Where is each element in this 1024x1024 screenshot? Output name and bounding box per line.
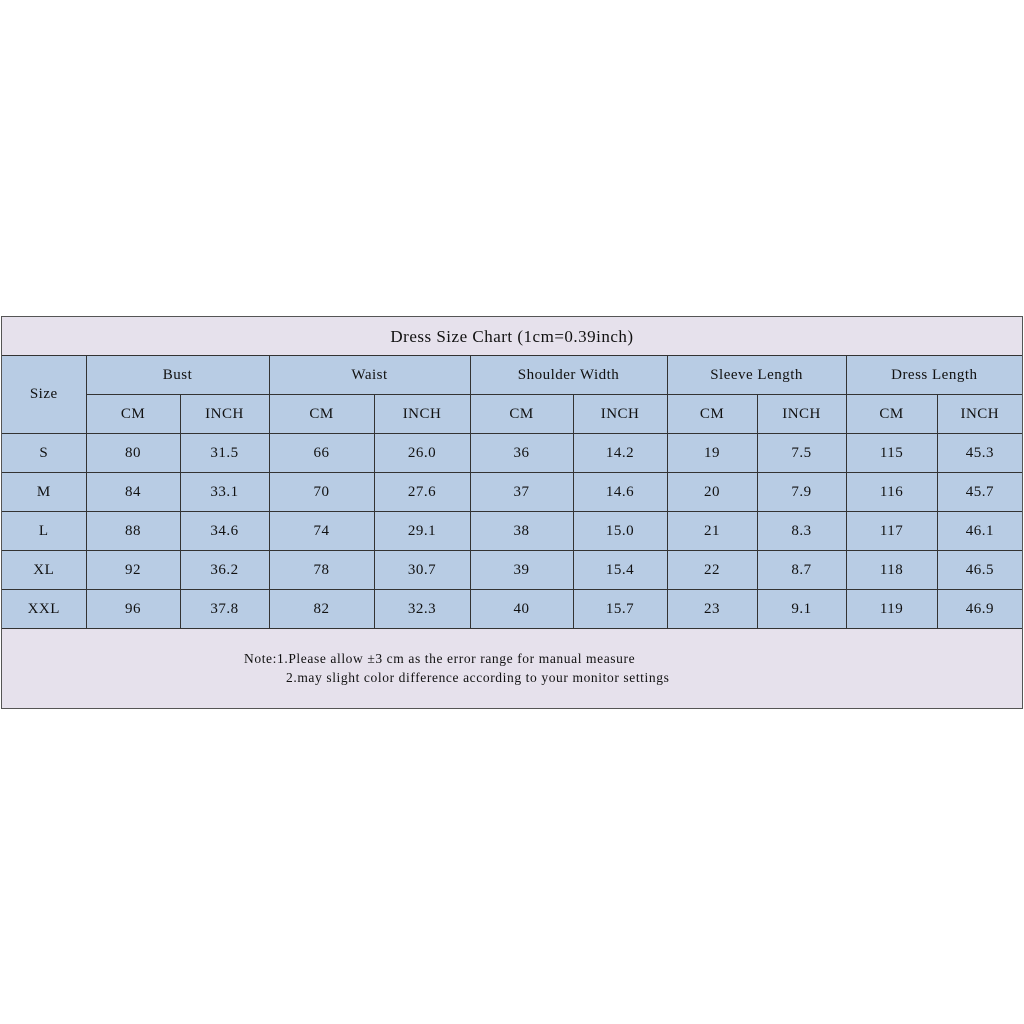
measurement-cell: 7.5 (757, 434, 846, 473)
measurement-cell: 29.1 (374, 512, 470, 551)
unit-header: CM (269, 395, 374, 434)
measurement-cell: 15.4 (573, 551, 667, 590)
measurement-cell: 15.7 (573, 590, 667, 629)
measurement-cell: 15.0 (573, 512, 667, 551)
size-label: XL (2, 551, 86, 590)
measurement-cell: 34.6 (180, 512, 269, 551)
measurement-cell: 9.1 (757, 590, 846, 629)
measurement-cell: 27.6 (374, 473, 470, 512)
measurement-cell: 84 (86, 473, 180, 512)
group-header-waist: Waist (269, 356, 470, 395)
measurement-cell: 78 (269, 551, 374, 590)
table-row (2, 473, 1022, 512)
measurement-cell: 46.1 (937, 512, 1022, 551)
size-column-header: Size (2, 356, 86, 434)
group-header-row (2, 356, 1022, 395)
unit-header: INCH (180, 395, 269, 434)
size-label: XXL (2, 590, 86, 629)
measurement-cell: 31.5 (180, 434, 269, 473)
table-row (2, 551, 1022, 590)
measurement-cell: 26.0 (374, 434, 470, 473)
size-rows (2, 434, 1022, 629)
measurement-cell: 37 (470, 473, 573, 512)
measurement-cell: 8.7 (757, 551, 846, 590)
measurement-cell: 115 (846, 434, 937, 473)
unit-header: CM (667, 395, 757, 434)
size-label: M (2, 473, 86, 512)
measurement-cell: 36 (470, 434, 573, 473)
unit-header: INCH (573, 395, 667, 434)
group-header-bust: Bust (86, 356, 269, 395)
group-header-shoulder-width: Shoulder Width (470, 356, 667, 395)
measurement-cell: 37.8 (180, 590, 269, 629)
measurement-cell: 96 (86, 590, 180, 629)
measurement-cell: 7.9 (757, 473, 846, 512)
measurement-cell: 118 (846, 551, 937, 590)
measurement-cell: 19 (667, 434, 757, 473)
measurement-cell: 23 (667, 590, 757, 629)
measurement-cell: 33.1 (180, 473, 269, 512)
measurement-cell: 116 (846, 473, 937, 512)
table-row (2, 590, 1022, 629)
size-table (2, 356, 1022, 629)
group-header-dress-length: Dress Length (846, 356, 1022, 395)
measurement-cell: 40 (470, 590, 573, 629)
measurement-cell: 45.3 (937, 434, 1022, 473)
note-section (2, 629, 1022, 707)
measurement-cell: 80 (86, 434, 180, 473)
note-line-2: 2.may slight color difference according to your monitor settings (286, 670, 670, 685)
measurement-cell: 30.7 (374, 551, 470, 590)
group-header-sleeve-length: Sleeve Length (667, 356, 846, 395)
measurement-cell: 32.3 (374, 590, 470, 629)
unit-header: CM (470, 395, 573, 434)
measurement-cell: 119 (846, 590, 937, 629)
chart-title: Dress Size Chart (1cm=0.39inch) (2, 317, 1022, 356)
measurement-cell: 46.9 (937, 590, 1022, 629)
size-chart (1, 316, 1023, 709)
measurement-cell: 14.6 (573, 473, 667, 512)
table-row (2, 434, 1022, 473)
unit-header: INCH (937, 395, 1022, 434)
unit-header-row (2, 395, 1022, 434)
table-row (2, 512, 1022, 551)
measurement-cell: 74 (269, 512, 374, 551)
measurement-cell: 36.2 (180, 551, 269, 590)
size-label: L (2, 512, 86, 551)
note-line-1: Note:1.Please allow ±3 cm as the error range for manual measure (244, 651, 636, 666)
measurement-cell: 22 (667, 551, 757, 590)
unit-header: INCH (757, 395, 846, 434)
unit-header: CM (86, 395, 180, 434)
measurement-cell: 21 (667, 512, 757, 551)
measurement-cell: 39 (470, 551, 573, 590)
measurement-cell: 8.3 (757, 512, 846, 551)
measurement-cell: 82 (269, 590, 374, 629)
size-label: S (2, 434, 86, 473)
measurement-cell: 46.5 (937, 551, 1022, 590)
measurement-cell: 70 (269, 473, 374, 512)
measurement-cell: 117 (846, 512, 937, 551)
measurement-cell: 66 (269, 434, 374, 473)
measurement-cell: 38 (470, 512, 573, 551)
measurement-cell: 88 (86, 512, 180, 551)
measurement-cell: 45.7 (937, 473, 1022, 512)
measurement-cell: 14.2 (573, 434, 667, 473)
unit-header: INCH (374, 395, 470, 434)
measurement-cell: 92 (86, 551, 180, 590)
unit-header: CM (846, 395, 937, 434)
measurement-cell: 20 (667, 473, 757, 512)
